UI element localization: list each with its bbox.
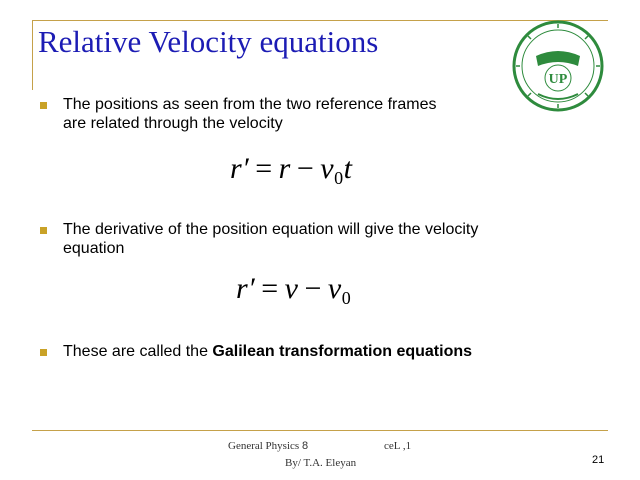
bullet-text-bold: Galilean transformation equations [212,343,473,360]
footer-course [228,440,308,452]
eq-subscript: 0 [341,288,352,308]
bullet-line: The positions as seen from the two reference frames [63,96,437,113]
bullet-line: The derivative of the position equation will give the velocity [63,221,479,238]
eq-subscript: 0 [334,168,344,188]
footer-course-name: General Physics [228,440,302,452]
equation-velocity [236,272,351,309]
bullet-item-3 [40,342,472,361]
bullet-item-2 [40,220,478,258]
eq-minus: − [296,152,315,185]
footer-lecture: ceL ,1 [384,440,412,452]
eq-term: t [343,152,353,185]
bullet-line: are related through the velocity [63,115,283,132]
bullet-marker [40,349,47,356]
eq-lhs: r′ [230,152,250,185]
bullet-marker [40,227,47,234]
bullet-text-prefix: These are called the [63,343,213,360]
eq-term: v [320,152,335,185]
bullet-text [63,220,478,258]
eq-equals: = [261,272,279,305]
bullet-item-1 [40,95,437,133]
bullet-marker [40,102,47,109]
eq-term: v [284,272,299,305]
eq-term: v [327,272,342,305]
university-logo [508,16,608,116]
slide-title: Relative Velocity equations [38,24,379,59]
bullet-line: equation [63,240,125,257]
equation-position [230,152,352,189]
eq-minus: − [304,272,322,305]
bullet-text [63,95,437,133]
footer-author: By/ T.A. Eleyan [285,457,357,469]
logo-initials: UP [548,72,568,87]
page-number: 21 [592,454,605,466]
bullet-text [63,342,472,361]
footer-course-number: 8 [301,440,309,452]
bottom-rule [32,430,608,431]
left-rule [32,20,33,90]
eq-lhs: r′ [236,272,256,305]
eq-term: r [278,152,291,185]
eq-equals: = [255,152,273,185]
